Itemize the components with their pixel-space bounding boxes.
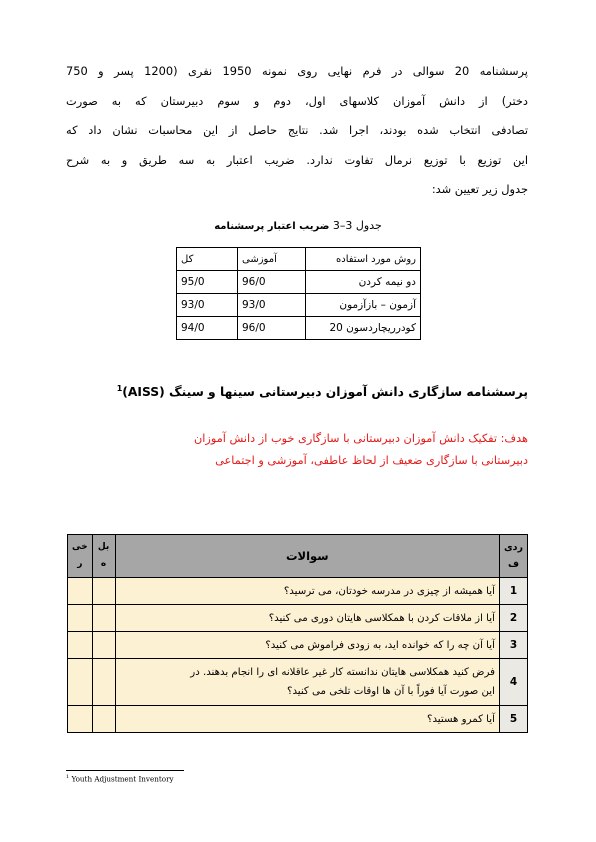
- question-text-line: این صورت آیا فوراً با آن ها اوقات تلخی می کنید؟: [287, 686, 495, 697]
- question-text-line: آیا از ملاقات کردن با همکلاسی هایتان دوری می کنید؟: [268, 612, 495, 624]
- question-row: [68, 605, 528, 632]
- paragraph-line: تصادفی انتخاب شده بودند، اجرا شد. نتایج حاصل از این محاسبات نشان داد که: [66, 123, 528, 138]
- header-row-number: [499, 535, 527, 578]
- paragraph-line: پرسشنامه 20 سوالی در فرم نهایی روی نمونه 1950 نفری (1200 پسر و 750: [66, 64, 528, 78]
- total-cell: 95/0: [177, 271, 238, 294]
- footnote-reference: 1: [116, 384, 123, 393]
- section-heading-text: پرسشنامه سازگاری دانش آموزان دبیرستانی سینها و سینگ (AISS): [122, 385, 528, 400]
- educational-cell: 96/0: [238, 317, 306, 340]
- header-no-line1: خی: [72, 542, 88, 552]
- answer-yes-cell[interactable]: [92, 659, 115, 706]
- questionnaire-table: [67, 534, 528, 733]
- answer-yes-cell[interactable]: [92, 632, 115, 659]
- question-number: 5: [499, 706, 527, 733]
- answer-yes-cell[interactable]: [92, 706, 115, 733]
- table1-caption-prefix: جدول 3–3: [332, 219, 382, 232]
- answer-yes-cell[interactable]: [92, 605, 115, 632]
- question-text: [115, 578, 499, 605]
- question-number: 3: [499, 632, 527, 659]
- answer-no-cell[interactable]: [68, 605, 93, 632]
- section-heading: [66, 384, 528, 399]
- footnote-text: Youth Adjustment Inventory: [71, 774, 174, 784]
- answer-no-cell[interactable]: [68, 632, 93, 659]
- footnote: [66, 774, 174, 783]
- question-text-line: فرض کنید همکلاسی هایتان ندانسته کار غیر عاقلانه ای را انجام بدهند. در: [190, 667, 495, 678]
- header-row-number-line2: ف: [507, 559, 519, 570]
- question-text: [115, 659, 499, 706]
- educational-cell: 96/0: [238, 271, 306, 294]
- question-row: [68, 632, 528, 659]
- paragraph-line: دختر) از دانش آموزان کلاسهای اول، دوم و سوم دبیرستان که به صورت: [66, 93, 528, 108]
- table-row: [177, 271, 421, 294]
- header-no-line2: ر: [77, 559, 83, 569]
- table1-caption-title: ضریب اعتبار پرسشنامه: [214, 221, 330, 232]
- intro-paragraph: [66, 57, 528, 205]
- question-row: [68, 706, 528, 733]
- header-row-number-line1: رد‌ی: [503, 542, 523, 553]
- answer-no-cell[interactable]: [68, 706, 93, 733]
- goal-line: هدف: تفکیک دانش آموزان دبیرستانی با سازگاری خوب از دانش آموزان: [193, 432, 528, 445]
- goal-line: دبیرستانی با سازگاری ضعیف از لحاظ عاطفی، آموزشی و اجتماعی: [215, 454, 528, 467]
- total-cell: 93/0: [177, 294, 238, 317]
- footnote-separator: [66, 770, 184, 771]
- header-educational: آموزشی: [238, 248, 306, 271]
- question-number: 1: [499, 578, 527, 605]
- method-cell: آزمون – بازآزمون: [306, 294, 421, 317]
- method-cell: کودرریچاردسون 20: [306, 317, 421, 340]
- total-cell: 94/0: [177, 317, 238, 340]
- question-number: 2: [499, 605, 527, 632]
- question-text: [115, 632, 499, 659]
- answer-yes-cell[interactable]: [92, 578, 115, 605]
- header-yes-line2: ه: [100, 559, 107, 569]
- reliability-table: [176, 247, 421, 340]
- goal-statement: [120, 428, 528, 472]
- question-text: [115, 605, 499, 632]
- paragraph-line: این توزیع با توزیع نرمال تفاوت ندارد. ضریب اعتبار به سه طریق و به شرح: [66, 152, 528, 167]
- question-row: [68, 578, 528, 605]
- question-text-line: آیا کمرو هستید؟: [427, 713, 495, 725]
- question-text-line: آیا همیشه از چیزی در مدرسه خودتان، می ترسید؟: [283, 585, 495, 597]
- header-yes-line1: بل: [97, 542, 110, 552]
- footnote-mark: 1: [66, 774, 70, 780]
- table-row: [177, 317, 421, 340]
- answer-no-cell[interactable]: [68, 659, 93, 706]
- paragraph-line: جدول زیر تعیین شد:: [431, 182, 528, 197]
- header-no: [68, 535, 93, 578]
- table1-caption: [0, 219, 596, 232]
- question-text-line: آیا آن چه را که خوانده اید، به زودی فراموش می کنید؟: [265, 639, 495, 651]
- questionnaire-header-row: [68, 535, 528, 578]
- question-row: [68, 659, 528, 706]
- method-cell: دو نیمه کردن: [306, 271, 421, 294]
- header-yes: [92, 535, 115, 578]
- table-row: [177, 294, 421, 317]
- educational-cell: 93/0: [238, 294, 306, 317]
- question-number: 4: [499, 659, 527, 706]
- answer-no-cell[interactable]: [68, 578, 93, 605]
- table-header-row: [177, 248, 421, 271]
- header-questions: سوالات: [115, 535, 499, 578]
- question-text: [115, 706, 499, 733]
- header-method: روش مورد استفاده: [306, 248, 421, 271]
- header-total: کل: [177, 248, 238, 271]
